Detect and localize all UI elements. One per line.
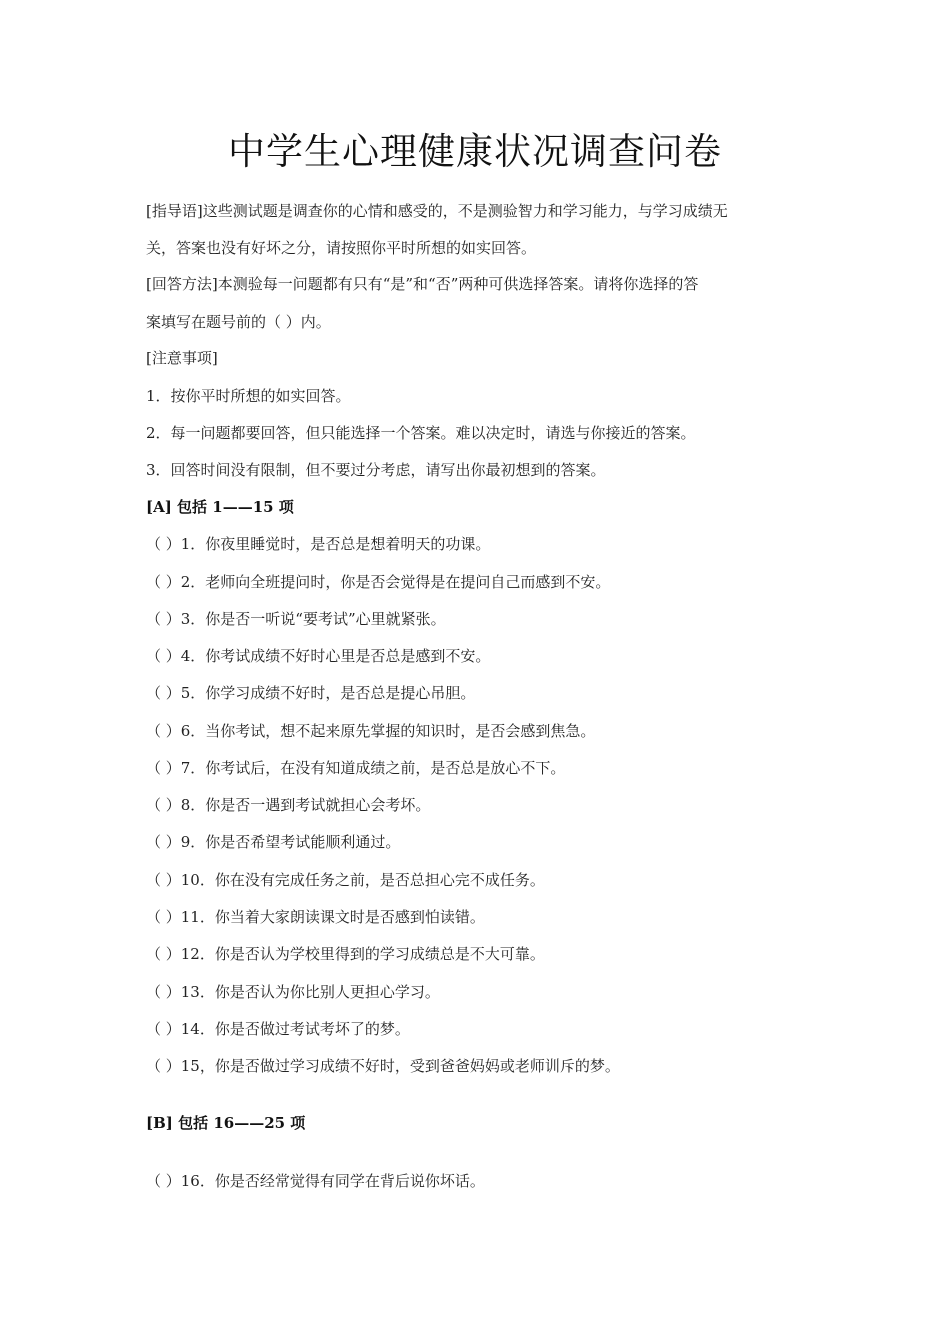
- notes-heading: [注意事项]: [146, 349, 218, 367]
- note-item: 1．按你平时所想的如实回答。: [146, 387, 351, 405]
- question-item: （ ）15，你是否做过学习成绩不好时，受到爸爸妈妈或老师训斥的梦。: [146, 1057, 620, 1075]
- question-item: （ ）6．当你考试，想不起来原先掌握的知识时，是否会感到焦急。: [146, 722, 596, 740]
- question-item: （ ）1．你夜里睡觉时，是否总是想着明天的功课。: [146, 535, 491, 553]
- question-item: （ ）4．你考试成绩不好时心里是否总是感到不安。: [146, 647, 491, 665]
- question-item: （ ）10．你在没有完成任务之前，是否总担心完不成任务。: [146, 871, 545, 889]
- question-item: （ ）3．你是否一听说“要考试”心里就紧张。: [146, 610, 446, 628]
- method-text-line-1: [回答方法]本测验每一问题都有只有“是”和“否”两种可供选择答案。请将你选择的答: [146, 275, 699, 293]
- question-item: （ ）9．你是否希望考试能顺利通过。: [146, 833, 401, 851]
- question-item: （ ）13．你是否认为你比别人更担心学习。: [146, 983, 440, 1001]
- question-item: （ ）14．你是否做过考试考坏了的梦。: [146, 1020, 410, 1038]
- page-title: 中学生心理健康状况调查问卷: [228, 130, 722, 173]
- question-item: （ ）16．你是否经常觉得有同学在背后说你坏话。: [146, 1172, 485, 1190]
- method-text-line-2: 案填写在题号前的（ ）内。: [146, 313, 331, 331]
- guide-text-line-2: 关，答案也没有好坏之分，请按照你平时所想的如实回答。: [146, 239, 537, 257]
- note-item: 3．回答时间没有限制，但不要过分考虑，请写出你最初想到的答案。: [146, 461, 606, 479]
- question-item: （ ）2．老师向全班提问时，你是否会觉得是在提问自己而感到不安。: [146, 573, 611, 591]
- question-item: （ ）12．你是否认为学校里得到的学习成绩总是不大可靠。: [146, 945, 545, 963]
- question-item: （ ）7．你考试后，在没有知道成绩之前，是否总是放心不下。: [146, 759, 566, 777]
- question-item: （ ）5．你学习成绩不好时，是否总是提心吊胆。: [146, 684, 476, 702]
- question-item: （ ）11．你当着大家朗读课文时是否感到怕读错。: [146, 908, 485, 926]
- section-b-heading: [B] 包括 16——25 项: [146, 1114, 306, 1132]
- guide-text-line-1: [指导语]这些测试题是调查你的心情和感受的，不是测验智力和学习能力，与学习成绩无: [146, 202, 728, 220]
- section-a-heading: [A] 包括 1——15 项: [146, 498, 294, 516]
- question-item: （ ）8．你是否一遇到考试就担心会考坏。: [146, 796, 431, 814]
- note-item: 2．每一问题都要回答，但只能选择一个答案。难以决定时，请选与你接近的答案。: [146, 424, 696, 442]
